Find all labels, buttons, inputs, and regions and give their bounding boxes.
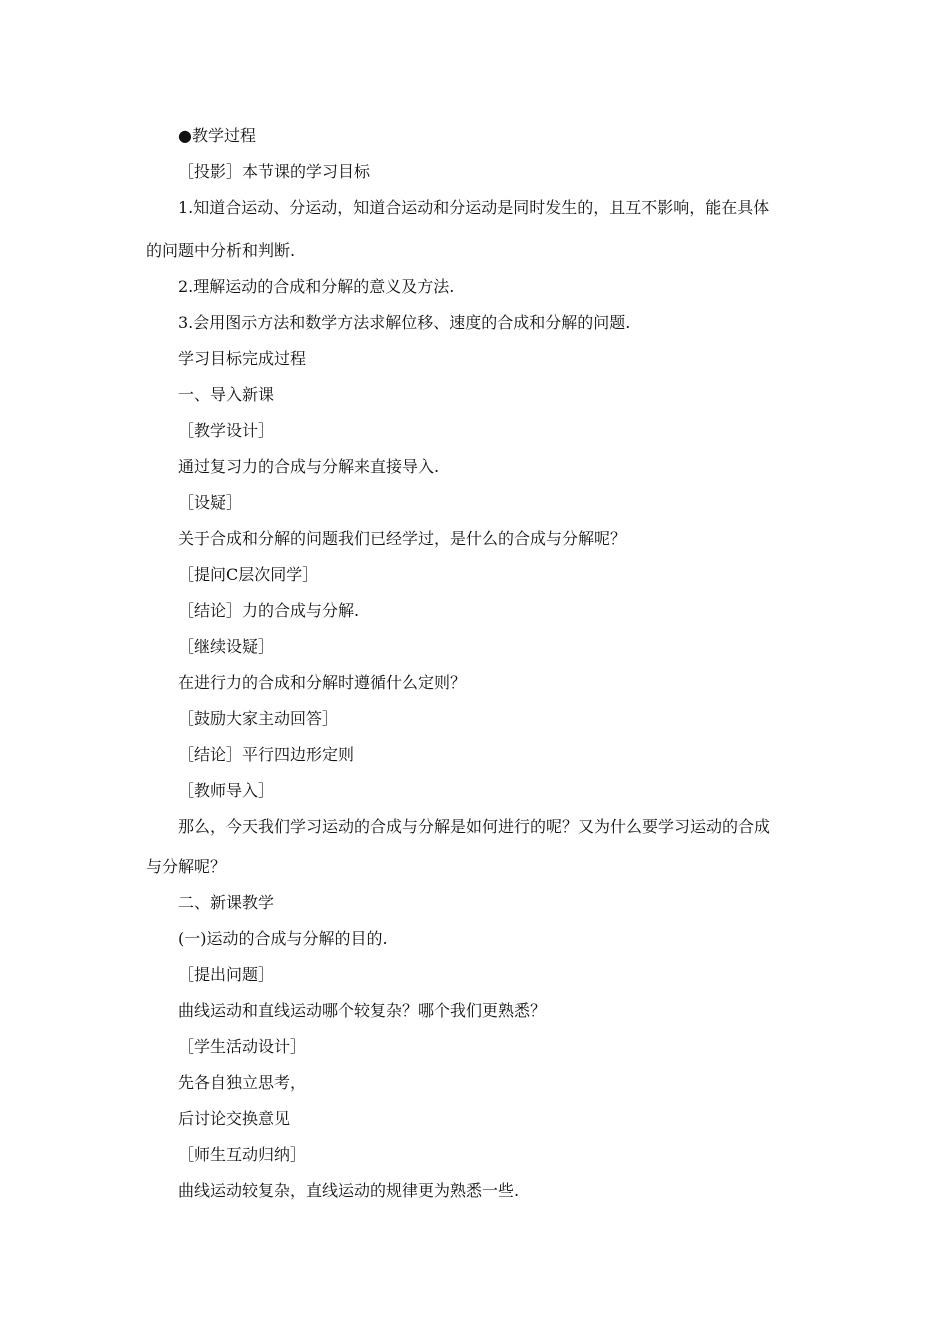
goal-1-line-2: 的问题中分析和判断.: [146, 241, 296, 260]
section-one-heading: 一、导入新课: [178, 385, 275, 404]
conclusion-2: ［结论］平行四边形定则: [178, 745, 355, 764]
conclusion-1: ［结论］力的合成与分解.: [178, 601, 360, 620]
interaction-summary-label: ［师生互动归纳］: [178, 1145, 307, 1164]
student-activity-label: ［学生活动设计］: [178, 1037, 307, 1056]
raise-question-label: ［提出问题］: [178, 965, 275, 984]
paragraph: 关于合成和分解的问题我们已经学过，是什么的合成与分解呢？: [178, 529, 627, 548]
teaching-design-label: ［教学设计］: [178, 421, 275, 440]
paragraph-line-1: 那么，今天我们学习运动的合成与分解是如何进行的呢？又为什么要学习运动的合成: [178, 817, 771, 836]
projection-learning-goals: ［投影］本节课的学习目标: [178, 162, 371, 181]
section-two-heading: 二、新课教学: [178, 893, 275, 912]
section-heading-teaching-process: ●教学过程: [178, 126, 256, 145]
teacher-intro-label: ［教师导入］: [178, 781, 275, 800]
goal-1-line-1: 1.知道合运动、分运动，知道合运动和分运动是同时发生的，且互不影响，能在具体: [178, 198, 770, 217]
paragraph: 通过复习力的合成与分解来直接导入.: [178, 457, 440, 476]
goal-completion-heading: 学习目标完成过程: [178, 349, 307, 368]
goal-3: 3.会用图示方法和数学方法求解位移、速度的合成和分解的问题.: [178, 313, 631, 332]
subsection-heading: (一)运动的合成与分解的目的.: [178, 929, 388, 948]
ask-students-label: ［提问C层次同学］: [178, 565, 319, 584]
continue-question-label: ［继续设疑］: [178, 637, 275, 656]
paragraph: 曲线运动和直线运动哪个较复杂？哪个我们更熟悉？: [178, 1001, 547, 1020]
paragraph: 后讨论交换意见: [178, 1109, 291, 1128]
paragraph-line-2: 与分解呢？: [146, 857, 227, 876]
encourage-label: ［鼓励大家主动回答］: [178, 709, 339, 728]
paragraph: 曲线运动较复杂，直线运动的规律更为熟悉一些.: [178, 1181, 520, 1200]
paragraph: 先各自独立思考，: [178, 1073, 307, 1092]
goal-2: 2.理解运动的合成和分解的意义及方法.: [178, 277, 455, 296]
question-label: ［设疑］: [178, 493, 243, 512]
paragraph: 在进行力的合成和分解时遵循什么定则？: [178, 673, 467, 692]
